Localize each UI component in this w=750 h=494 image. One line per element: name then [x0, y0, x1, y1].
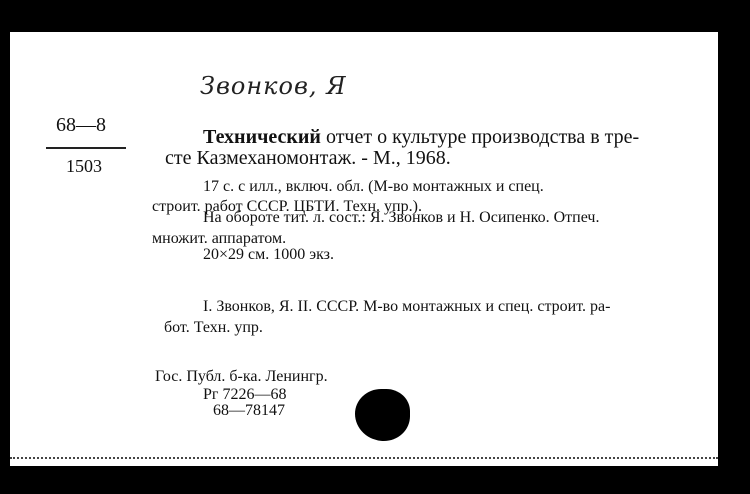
tracing-line-1: I. Звонков, Я. II. СССР. М-во монтажных и спец. строит. ра- [203, 298, 611, 315]
call-number-divider [46, 147, 126, 149]
description-line-1: 17 с. с илл., включ. обл. (М-во монтажных и спец. [203, 178, 544, 195]
call-number-top: 68—8 [56, 114, 106, 136]
call-number-bottom: 1503 [66, 156, 102, 176]
title-bold: Технический [203, 126, 321, 148]
library-line-2: Рг 7226—68 [203, 386, 287, 403]
title-line-2: сте Казмеханомонтаж. - М., 1968. [165, 147, 451, 169]
description-line-4: множит. аппаратом. [152, 230, 287, 247]
title-line-1 [203, 126, 639, 149]
handwritten-author: Звонков, Я [200, 72, 347, 100]
description-line-2: строит. работ СССР. ЦБТИ. Техн. упр.). [152, 198, 422, 215]
library-line-3: 68—78147 [213, 402, 285, 419]
title-rest: отчет о культуре производства в тре- [320, 126, 640, 148]
description-line-3: На обороте тит. л. сост.: Я. Звонков и Н. Осипенко. Отпеч. [203, 209, 600, 226]
ink-blot [355, 389, 410, 441]
description-line-5: 20×29 см. 1000 экз. [203, 246, 334, 263]
library-line-1: Гос. Публ. б-ка. Ленингр. [155, 368, 328, 385]
catalog-card [10, 32, 718, 466]
tracing-line-2: бот. Техн. упр. [164, 319, 263, 336]
